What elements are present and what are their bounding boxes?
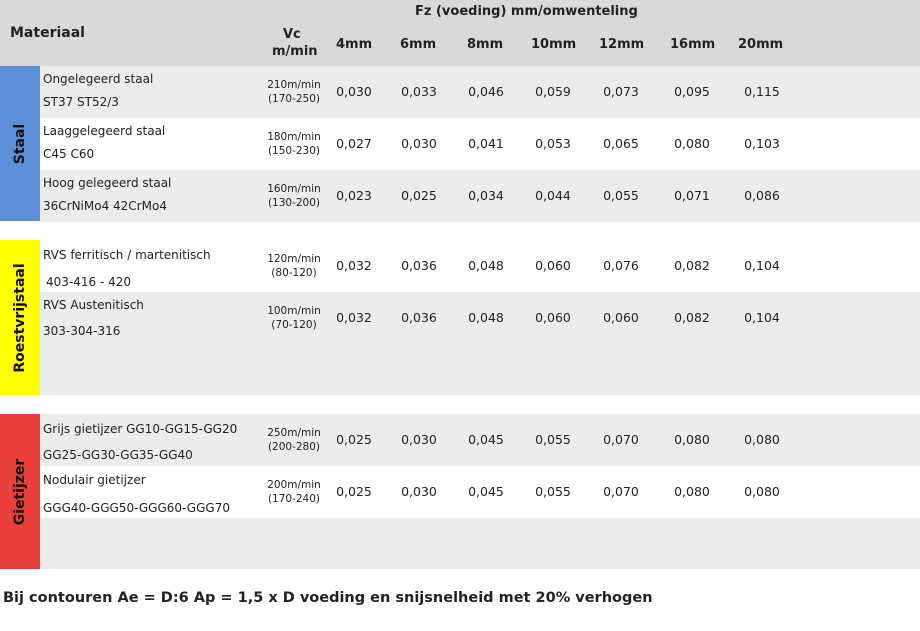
table-row bbox=[40, 414, 920, 466]
material-name: Ongelegeerd staal bbox=[43, 72, 154, 86]
filler-gietijzer bbox=[40, 518, 920, 569]
feed-value: 0,082 bbox=[674, 258, 710, 273]
feed-value: 0,095 bbox=[674, 84, 710, 99]
diameter-header: 12mm bbox=[599, 37, 645, 52]
diameter-header: 10mm bbox=[531, 37, 577, 52]
table-row bbox=[40, 292, 920, 344]
feed-value: 0,065 bbox=[603, 136, 639, 151]
feed-value: 0,053 bbox=[535, 136, 571, 151]
feed-value: 0,060 bbox=[535, 258, 571, 273]
feed-value: 0,044 bbox=[535, 188, 571, 203]
feed-value: 0,080 bbox=[674, 484, 710, 499]
material-name: RVS Austenitisch bbox=[43, 298, 144, 312]
fz-header: Fz (voeding) mm/omwenteling bbox=[415, 4, 638, 19]
diameter-header: 8mm bbox=[467, 37, 504, 52]
material-name: Hoog gelegeerd staal bbox=[43, 176, 172, 190]
feed-value: 0,104 bbox=[744, 310, 780, 325]
diameter-header: 4mm bbox=[336, 37, 373, 52]
diameter-header: 6mm bbox=[400, 37, 437, 52]
feed-value: 0,073 bbox=[603, 84, 639, 99]
feed-value: 0,033 bbox=[401, 84, 437, 99]
feed-value: 0,060 bbox=[603, 310, 639, 325]
cutting-speed: 200m/min bbox=[267, 479, 321, 491]
feed-value: 0,070 bbox=[603, 432, 639, 447]
cutting-speed: 250m/min bbox=[267, 427, 321, 439]
cutting-speed-range: (170-240) bbox=[267, 493, 321, 505]
material-name: RVS ferritisch / martenitisch bbox=[43, 248, 211, 262]
feed-value: 0,030 bbox=[401, 136, 437, 151]
feed-value: 0,041 bbox=[468, 136, 504, 151]
feed-value: 0,046 bbox=[468, 84, 504, 99]
cutting-speed-range: (130-200) bbox=[267, 197, 321, 209]
category-gietijzer bbox=[0, 414, 40, 569]
feed-value: 0,070 bbox=[603, 484, 639, 499]
category-label-roestvrijstaal: Roestvrijstaal bbox=[12, 262, 28, 373]
vc-header: Vc bbox=[283, 27, 301, 42]
feed-value: 0,023 bbox=[336, 188, 372, 203]
feed-value: 0,027 bbox=[336, 136, 372, 151]
material-name: Laaggelegeerd staal bbox=[43, 124, 166, 138]
feed-value: 0,030 bbox=[336, 84, 372, 99]
feed-value: 0,080 bbox=[674, 432, 710, 447]
feed-value: 0,048 bbox=[468, 258, 504, 273]
table-row bbox=[40, 118, 920, 170]
feed-value: 0,034 bbox=[468, 188, 504, 203]
feed-value: 0,076 bbox=[603, 258, 639, 273]
category-roestvrijstaal bbox=[0, 240, 40, 395]
cutting-speed-range: (170-250) bbox=[267, 93, 321, 105]
diameter-header: 16mm bbox=[670, 37, 716, 52]
feed-value: 0,055 bbox=[535, 484, 571, 499]
feed-value: 0,080 bbox=[744, 432, 780, 447]
material-name: Nodulair gietijzer bbox=[43, 473, 146, 487]
feed-value: 0,086 bbox=[744, 188, 780, 203]
feed-value: 0,115 bbox=[744, 84, 780, 99]
cutting-speed: 180m/min bbox=[267, 131, 321, 143]
feed-value: 0,025 bbox=[336, 432, 372, 447]
material-grades: 403-416 - 420 bbox=[46, 275, 132, 289]
category-label-staal: Staal bbox=[12, 123, 28, 164]
feed-value: 0,080 bbox=[674, 136, 710, 151]
material-header: Materiaal bbox=[10, 25, 85, 41]
feed-value: 0,030 bbox=[401, 432, 437, 447]
feed-value: 0,036 bbox=[401, 310, 437, 325]
material-grades: GGG40-GGG50-GGG60-GGG70 bbox=[43, 501, 230, 515]
feed-value: 0,025 bbox=[401, 188, 437, 203]
material-grades: GG25-GG30-GG35-GG40 bbox=[43, 448, 193, 462]
feed-value: 0,104 bbox=[744, 258, 780, 273]
material-grades: 36CrNiMo4 42CrMo4 bbox=[43, 199, 167, 213]
material-grades: ST37 ST52/3 bbox=[43, 95, 119, 109]
feed-value: 0,032 bbox=[336, 258, 372, 273]
cutting-speed: 160m/min bbox=[267, 183, 321, 195]
category-label-gietijzer: Gietijzer bbox=[12, 458, 28, 525]
table-row bbox=[40, 66, 920, 118]
feed-value: 0,045 bbox=[468, 484, 504, 499]
feed-value: 0,032 bbox=[336, 310, 372, 325]
table-row bbox=[40, 466, 920, 518]
cutting-speed: 100m/min bbox=[267, 305, 321, 317]
table-header bbox=[0, 0, 920, 66]
cutting-speed-range: (200-280) bbox=[267, 441, 321, 453]
material-name: Grijs gietijzer GG10-GG15-GG20 bbox=[43, 422, 238, 436]
material-grades: C45 C60 bbox=[43, 147, 95, 161]
vc-unit-header: m/min bbox=[272, 44, 318, 59]
feed-value: 0,080 bbox=[744, 484, 780, 499]
cutting-speed-range: (80-120) bbox=[271, 267, 317, 279]
feed-value: 0,036 bbox=[401, 258, 437, 273]
feed-value: 0,045 bbox=[468, 432, 504, 447]
feed-value: 0,059 bbox=[535, 84, 571, 99]
feed-value: 0,025 bbox=[336, 484, 372, 499]
feed-value: 0,048 bbox=[468, 310, 504, 325]
feed-value: 0,030 bbox=[401, 484, 437, 499]
cutting-speed: 120m/min bbox=[267, 253, 321, 265]
feed-value: 0,071 bbox=[674, 188, 710, 203]
material-grades: 303-304-316 bbox=[43, 324, 121, 338]
feed-value: 0,103 bbox=[744, 136, 780, 151]
table-row bbox=[40, 240, 920, 292]
feed-value: 0,060 bbox=[535, 310, 571, 325]
feed-value: 0,082 bbox=[674, 310, 710, 325]
filler-roestvrijstaal bbox=[40, 344, 920, 395]
feed-value: 0,055 bbox=[603, 188, 639, 203]
feed-value: 0,055 bbox=[535, 432, 571, 447]
category-staal bbox=[0, 66, 40, 221]
cutting-speed-range: (150-230) bbox=[267, 145, 321, 157]
diameter-header: 20mm bbox=[738, 37, 784, 52]
table-row bbox=[40, 170, 920, 222]
cutting-speed-range: (70-120) bbox=[271, 319, 317, 331]
footer-note: Bij contouren Ae = D:6 Ap = 1,5 x D voeding en snijsnelheid met 20% verhogen bbox=[3, 590, 653, 606]
cutting-speed: 210m/min bbox=[267, 79, 321, 91]
